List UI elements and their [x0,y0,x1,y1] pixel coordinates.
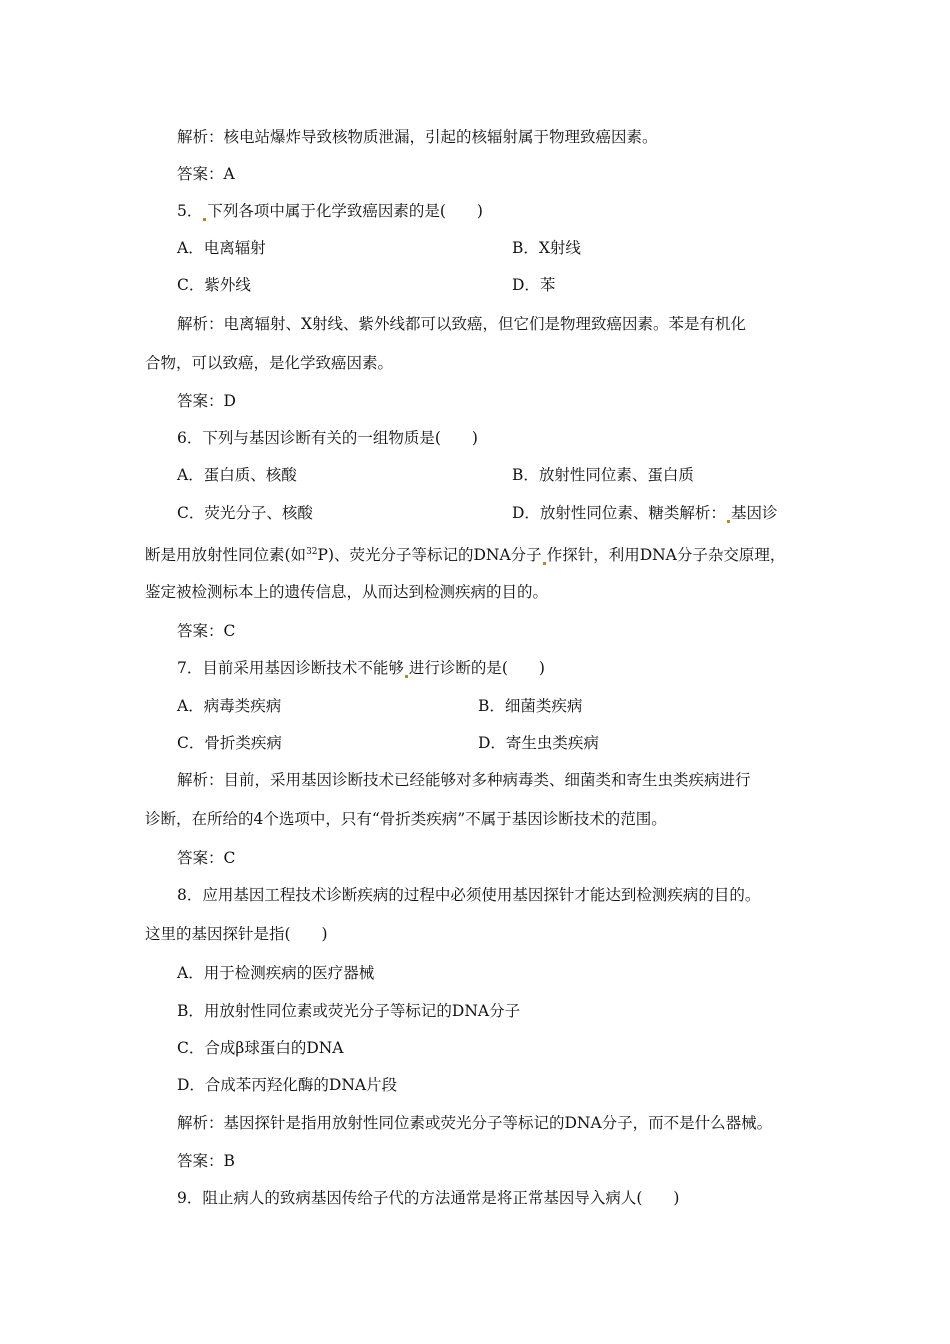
question-7 [177,658,545,678]
explanation-line: 诊断，在所给的4个选项中，只有“骨折类疾病”不属于基因诊断技术的范围。 [145,810,667,828]
answer-q7: 答案：C [177,849,236,867]
option-d: D．合成苯丙羟化酶的DNA片段 [177,1076,398,1094]
explanation-line: 解析：电离辐射、X射线、紫外线都可以致癌，但它们是物理致癌因素。苯是有机化 [177,315,747,333]
question-text: 7．目前采用基因诊断技术不能够 [177,659,404,677]
explanation-text: 作探针，利用DNA分子杂交原理， [546,546,786,565]
option-b: B．放射性同位素、蛋白质 [512,466,694,484]
explanation-start: 基因诊 [730,504,778,522]
explanation-text: P)、荧光分子等标记的DNA分子 [317,546,542,565]
option-a: A．用于检测疾病的医疗器械 [177,964,375,982]
question-text: 进行诊断的是( ) [408,659,545,677]
superscript: 32 [306,547,318,557]
answer-q8: 答案：B [177,1152,235,1170]
option-b: B．X射线 [512,239,581,257]
mark-dot [405,675,408,678]
answer-q6: 答案：C [177,622,236,640]
question-9: 9．阻止病人的致病基因传给子代的方法通常是将正常基因导入病人( ) [177,1189,680,1207]
option-c: C．骨折类疾病 [177,734,282,752]
explanation-line: 解析：目前，采用基因诊断技术已经能够对多种病毒类、细菌类和寄生虫类疾病进行 [177,771,751,789]
option-c: C．合成β球蛋白的DNA [177,1039,344,1057]
option-a: A．病毒类疾病 [177,697,282,715]
explanation-line: 鉴定被检测标本上的遗传信息，从而达到检测疾病的目的。 [145,583,549,601]
option-d [512,503,777,523]
question-5 [177,201,483,221]
question-6: 6．下列与基因诊断有关的一组物质是( ) [177,429,478,447]
answer-q4: 答案：A [177,165,235,183]
option-d-text: D．放射性同位素、糖类解析： [512,504,726,522]
explanation-line: 解析：基因探针是指用放射性同位素或荧光分子等标记的DNA分子，而不是什么器械。 [177,1114,773,1132]
option-c: C．荧光分子、核酸 [177,504,313,522]
option-b: B．用放射性同位素或荧光分子等标记的DNA分子 [177,1002,521,1020]
question-number: 5． [177,202,203,220]
mark-dot [727,520,730,523]
explanation-line: 合物，可以致癌，是化学致癌因素。 [145,354,394,372]
option-d: D．苯 [512,276,556,294]
mark-dot [543,562,546,565]
question-8-cont: 这里的基因探针是指( ) [145,925,328,943]
option-b: B．细菌类疾病 [478,697,583,715]
mark-dot [203,218,206,221]
explanation-line [145,542,785,565]
option-a: A．蛋白质、核酸 [177,466,297,484]
explanation-q4: 解析：核电站爆炸导致核物质泄漏，引起的核辐射属于物理致癌因素。 [177,128,658,146]
option-d: D．寄生虫类疾病 [478,734,599,752]
option-c: C．紫外线 [177,276,251,294]
option-a: A．电离辐射 [177,239,266,257]
question-8: 8．应用基因工程技术诊断疾病的过程中必须使用基因探针才能达到检测疾病的目的。 [177,886,761,904]
question-text: 下列各项中属于化学致癌因素的是( ) [207,202,483,220]
explanation-text: 断是用放射性同位素(如 [145,546,307,565]
answer-q5: 答案：D [177,392,236,410]
